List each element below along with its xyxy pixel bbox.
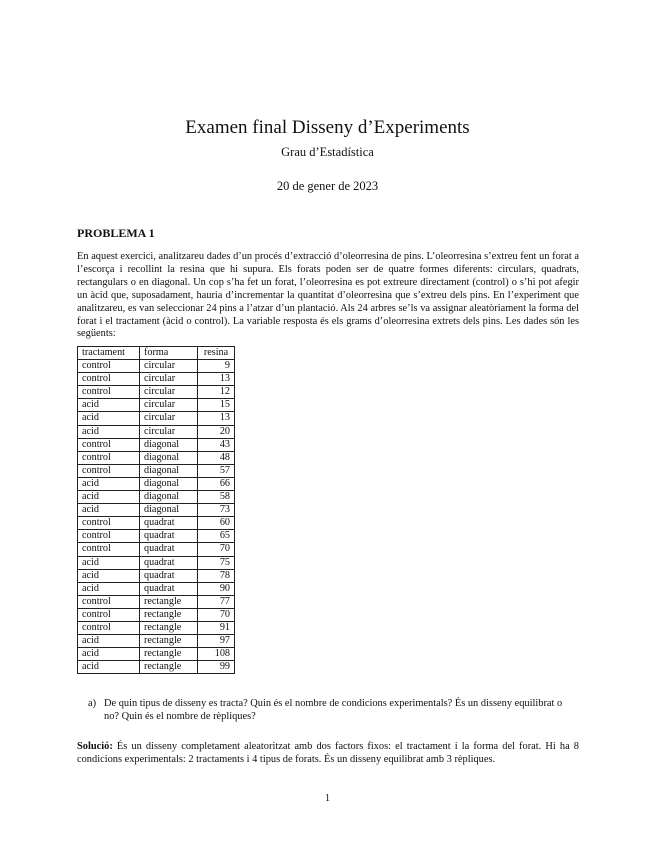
- solution-paragraph: [77, 740, 579, 766]
- cell-resina: 48: [198, 451, 235, 464]
- cell-tractament: control: [78, 451, 140, 464]
- cell-resina: 78: [198, 569, 235, 582]
- cell-resina: 60: [198, 517, 235, 530]
- column-header-resina: resina: [198, 347, 235, 360]
- cell-tractament: control: [78, 386, 140, 399]
- cell-resina: 97: [198, 635, 235, 648]
- table-row: [78, 648, 235, 661]
- question-a: [88, 697, 579, 723]
- cell-tractament: control: [78, 608, 140, 621]
- cell-resina: 77: [198, 595, 235, 608]
- cell-tractament: acid: [78, 661, 140, 674]
- cell-forma: rectangle: [140, 608, 198, 621]
- table-row: [78, 373, 235, 386]
- cell-resina: 70: [198, 543, 235, 556]
- cell-resina: 13: [198, 373, 235, 386]
- cell-resina: 15: [198, 399, 235, 412]
- cell-forma: circular: [140, 425, 198, 438]
- table-row: [78, 386, 235, 399]
- table-row: [78, 425, 235, 438]
- cell-forma: diagonal: [140, 451, 198, 464]
- cell-resina: 13: [198, 412, 235, 425]
- cell-resina: 43: [198, 438, 235, 451]
- cell-forma: diagonal: [140, 438, 198, 451]
- cell-forma: quadrat: [140, 582, 198, 595]
- cell-tractament: control: [78, 530, 140, 543]
- table-row: [78, 451, 235, 464]
- cell-forma: circular: [140, 373, 198, 386]
- table-row: [78, 530, 235, 543]
- table-row: [78, 477, 235, 490]
- problem-intro: En aquest exercici, analitzareu dades d’un procés d’extracció d’oleorresina de pins. L’oleorresina s’extreu fent un forat a l’escorça i recollint la resina que hi supura. Els forats poden ser de quatre formes diferents: circulars, quadrats, rectangulars o en diagonal. Un cop s’ha fet un forat, l’oleorresina es pot extreure directament (control) o s’hi pot afegir un àcid que, suposadament, hauria d’incrementar la quantitat d’oleorresina que s’extreu dels pins. En l’experiment que analitzareu, es van seleccionar 24 pins a l’atzar d’un plantació. Als 24 arbres se’ls va assignar aleatòriament la forma del forat i el tractament (àcid o control). La variable resposta és els grams d’oleorresina extrets dels pins. Les dades són les següents:: [77, 251, 579, 340]
- cell-forma: quadrat: [140, 530, 198, 543]
- cell-forma: quadrat: [140, 556, 198, 569]
- cell-forma: rectangle: [140, 595, 198, 608]
- data-table: [77, 346, 235, 674]
- cell-resina: 20: [198, 425, 235, 438]
- table-row: [78, 543, 235, 556]
- table-row: [78, 464, 235, 477]
- cell-resina: 57: [198, 464, 235, 477]
- cell-resina: 70: [198, 608, 235, 621]
- cell-tractament: control: [78, 595, 140, 608]
- cell-tractament: control: [78, 438, 140, 451]
- document-title: Examen final Disseny d’Experiments: [185, 117, 470, 138]
- table-body: [78, 360, 235, 674]
- question-a-text: De quin tipus de disseny es tracta? Quin és el nombre de condicions experimentals? És un disseny equilibrat o no? Quin és el nombre de rèpliques?: [104, 698, 563, 722]
- table-row: [78, 661, 235, 674]
- table-row: [78, 595, 235, 608]
- cell-resina: 58: [198, 491, 235, 504]
- cell-tractament: acid: [78, 556, 140, 569]
- table-row: [78, 360, 235, 373]
- cell-forma: rectangle: [140, 661, 198, 674]
- table-row: [78, 491, 235, 504]
- cell-forma: rectangle: [140, 621, 198, 634]
- cell-resina: 12: [198, 386, 235, 399]
- cell-tractament: control: [78, 621, 140, 634]
- cell-forma: diagonal: [140, 464, 198, 477]
- cell-resina: 90: [198, 582, 235, 595]
- cell-tractament: control: [78, 373, 140, 386]
- cell-resina: 66: [198, 477, 235, 490]
- cell-forma: circular: [140, 412, 198, 425]
- column-header-forma: forma: [140, 347, 198, 360]
- cell-resina: 9: [198, 360, 235, 373]
- cell-tractament: acid: [78, 635, 140, 648]
- cell-tractament: control: [78, 517, 140, 530]
- cell-resina: 65: [198, 530, 235, 543]
- table-row: [78, 556, 235, 569]
- table-row: [78, 621, 235, 634]
- document-date: 20 de gener de 2023: [276, 179, 379, 193]
- cell-tractament: acid: [78, 648, 140, 661]
- cell-forma: quadrat: [140, 543, 198, 556]
- page-number: 1: [324, 793, 331, 804]
- cell-resina: 99: [198, 661, 235, 674]
- table-header-row: [78, 347, 235, 360]
- cell-tractament: control: [78, 543, 140, 556]
- question-a-label: a): [88, 698, 97, 709]
- table-row: [78, 438, 235, 451]
- cell-tractament: acid: [78, 504, 140, 517]
- cell-resina: 75: [198, 556, 235, 569]
- cell-tractament: acid: [78, 582, 140, 595]
- cell-forma: quadrat: [140, 517, 198, 530]
- solution-label: Solució:: [77, 741, 113, 752]
- cell-tractament: control: [78, 464, 140, 477]
- cell-forma: circular: [140, 399, 198, 412]
- cell-tractament: acid: [78, 399, 140, 412]
- cell-forma: diagonal: [140, 504, 198, 517]
- cell-forma: diagonal: [140, 477, 198, 490]
- cell-forma: quadrat: [140, 569, 198, 582]
- cell-forma: rectangle: [140, 648, 198, 661]
- cell-tractament: acid: [78, 491, 140, 504]
- column-header-tractament: tractament: [78, 347, 140, 360]
- cell-tractament: acid: [78, 569, 140, 582]
- table-row: [78, 412, 235, 425]
- cell-tractament: acid: [78, 425, 140, 438]
- table-row: [78, 582, 235, 595]
- cell-forma: circular: [140, 360, 198, 373]
- cell-forma: circular: [140, 386, 198, 399]
- table-row: [78, 635, 235, 648]
- cell-tractament: acid: [78, 477, 140, 490]
- table-row: [78, 608, 235, 621]
- table-row: [78, 399, 235, 412]
- table-row: [78, 504, 235, 517]
- cell-resina: 108: [198, 648, 235, 661]
- cell-resina: 73: [198, 504, 235, 517]
- cell-tractament: acid: [78, 412, 140, 425]
- cell-forma: diagonal: [140, 491, 198, 504]
- document-subtitle: Grau d’Estadística: [281, 145, 374, 159]
- solution-text: És un disseny completament aleatoritzat amb dos factors fixos: el tractament i la forma del forat. Hi ha 8 condicions experimentals: 2 tractaments i 4 tipus de forats. És un disseny equilibrat amb 3 rèpliques.: [77, 741, 579, 765]
- cell-tractament: control: [78, 360, 140, 373]
- problem-heading: PROBLEMA 1: [77, 226, 155, 240]
- table-row: [78, 569, 235, 582]
- table-row: [78, 517, 235, 530]
- cell-forma: rectangle: [140, 635, 198, 648]
- cell-resina: 91: [198, 621, 235, 634]
